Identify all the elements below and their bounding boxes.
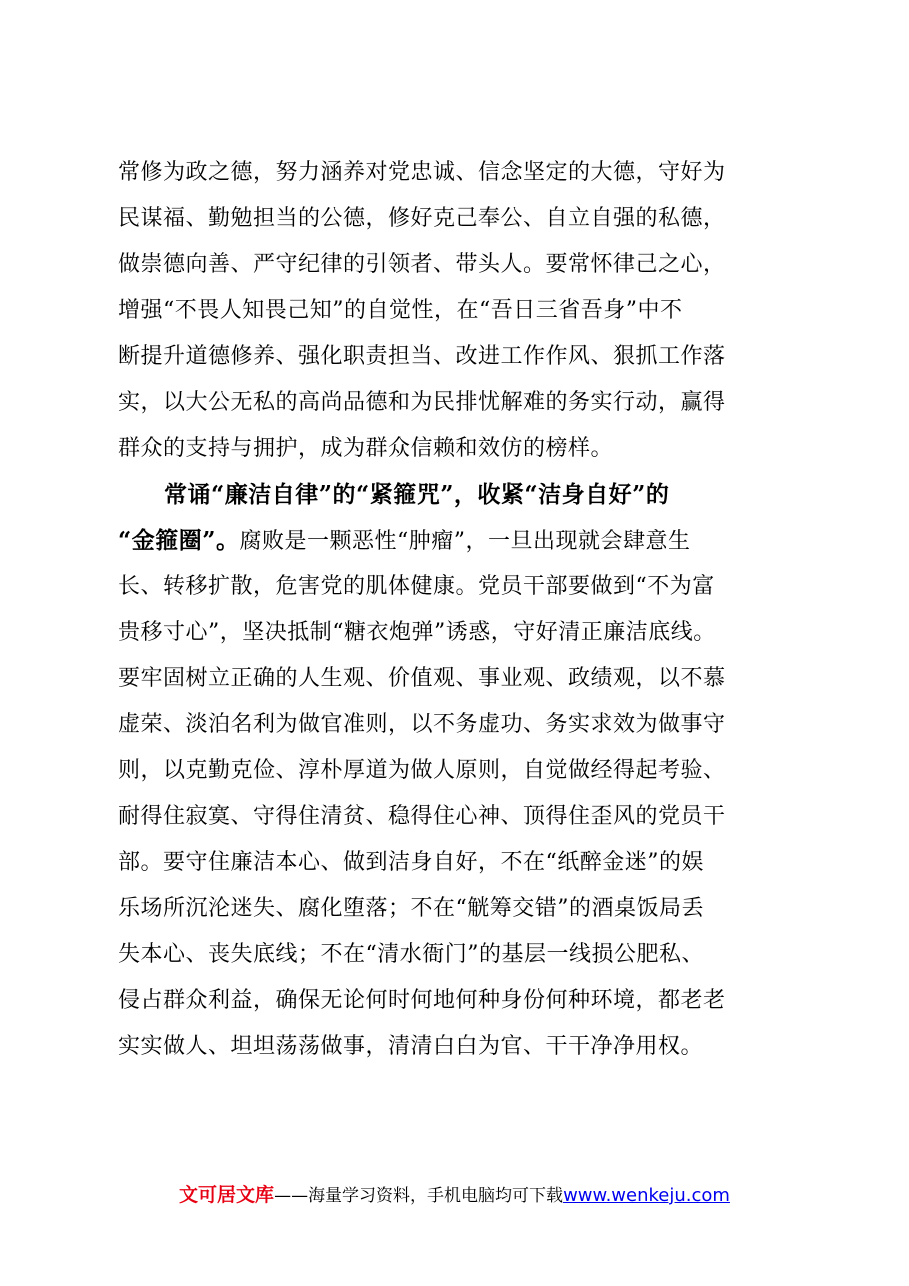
text-line: 民谋福、勤勉担当的公德，修好克己奉公、自立自强的私德， <box>118 206 726 231</box>
footer-banner <box>0 1180 909 1207</box>
text-line: 实，以大公无私的高尚品德和为民排忧解难的务实行动，赢得 <box>118 390 726 415</box>
text-line: 则，以克勤克俭、淳朴厚道为做人原则，自觉做经得起考验、 <box>118 758 726 783</box>
footer-tagline: 海量学习资料，手机电脑均可下载 <box>308 1186 564 1206</box>
text-line: 实实做人、坦坦荡荡做事，清清白白为官、干干净净用权。 <box>118 1034 704 1059</box>
footer-brand: 文可居文库 <box>179 1184 275 1206</box>
text-line-heading-continuation <box>118 518 808 564</box>
text-line: 失本心、丧失底线；不在“清水衙门”的基层一线损公肥私、 <box>118 942 704 967</box>
section-heading-end: “金箍圈”。 <box>118 527 240 554</box>
text-line: 常修为政之德，努力涵养对党忠诚、信念坚定的大德，守好为 <box>118 160 726 185</box>
text-line: 要牢固树立正确的人生观、价值观、事业观、政绩观，以不慕 <box>118 666 726 691</box>
text-line: 耐得住寂寞、守得住清贫、稳得住心神、顶得住歪风的党员干 <box>118 804 726 829</box>
text-line: 侵占群众利益，确保无论何时何地何种身份何种环境，都老老 <box>118 988 726 1013</box>
text-line: 长、转移扩散，危害党的肌体健康。党员干部要做到“不为富 <box>118 574 715 599</box>
text-line-rest: 腐败是一颗恶性“肿瘤”，一旦出现就会肆意生 <box>239 529 691 554</box>
text-line: 乐场所沉沦迷失、腐化堕落；不在“觥筹交错”的酒桌饭局丢 <box>118 896 704 921</box>
text-line: 部。要守住廉洁本心、做到洁身自好，不在“纸醉金迷”的娱 <box>118 850 704 875</box>
footer-url-link[interactable]: www.wenkeju.com <box>563 1185 730 1206</box>
text-line: 群众的支持与拥护，成为群众信赖和效仿的榜样。 <box>118 436 614 461</box>
footer-dash: —— <box>274 1186 309 1206</box>
section-heading: 常诵“廉洁自律”的“紧箍咒”，收紧“洁身自好”的 <box>164 481 670 508</box>
text-line: 增强“不畏人知畏己知”的自觉性，在“吾日三省吾身”中不 <box>118 298 683 323</box>
text-line: 虚荣、淡泊名利为做官准则，以不务虚功、务实求效为做事守 <box>118 712 726 737</box>
text-line: 做崇德向善、严守纪律的引领者、带头人。要常怀律己之心， <box>118 252 726 277</box>
text-line: 断提升道德修养、强化职责担当、改进工作作风、狠抓工作落 <box>118 344 726 369</box>
text-line: 贵移寸心”，坚决抵制“糖衣炮弹”诱惑，守好清正廉洁底线。 <box>118 620 716 645</box>
document-body <box>118 150 808 1070</box>
